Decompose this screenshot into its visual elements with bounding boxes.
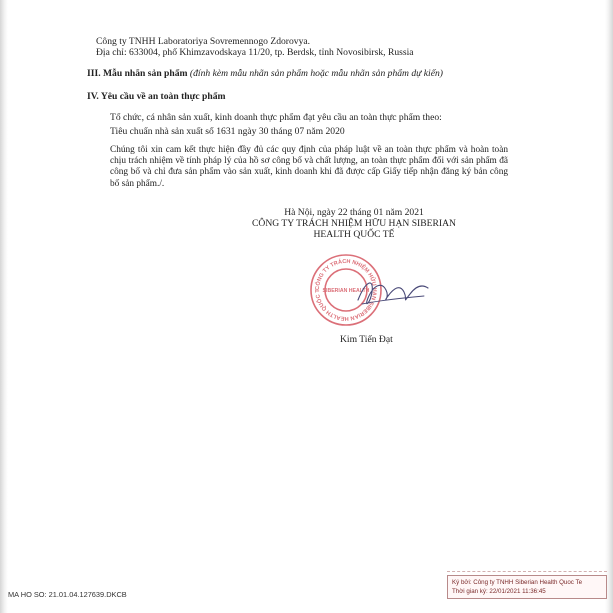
stamp-ring-text: CÔNG TY TRÁCH NHIỆM HỮU HẠN SIBERIAN HEALTH QUỐC T [314, 258, 378, 322]
page-edge-right [605, 0, 613, 613]
signature-info-divider [447, 571, 607, 572]
stamp-center-text: SIBERIAN HEALTH [322, 288, 370, 294]
record-number: MA HO SO: 21.01.04.127639.DKCB [8, 590, 127, 599]
digital-signature-signer: Ký bởi: Công ty TNHH Siberian Health Quoc Te [452, 579, 583, 586]
company-address-line: Địa chỉ: 633004, phố Khimzavodskaya 11/20, tp. Berdsk, tỉnh Novosibirsk, Russia [96, 47, 414, 58]
signature-company-line-1: CÔNG TY TRÁCH NHIỆM HỮU HẠN SIBERIAN [252, 218, 456, 229]
page-edge-left [0, 0, 8, 613]
signature-date: Hà Nội, ngày 22 tháng 01 năm 2021 [284, 207, 424, 218]
handwritten-signature [352, 270, 432, 318]
section-4-line-2: Tiêu chuẩn nhà sản xuất số 1631 ngày 30 tháng 07 năm 2020 [110, 126, 345, 137]
section-3-heading [87, 68, 443, 79]
digital-signature-time: Thời gian ký: 22/01/2021 11:36:45 [452, 588, 546, 595]
digital-signature-box [447, 575, 607, 599]
section-3-title: III. Mẫu nhãn sản phẩm [87, 68, 188, 79]
signer-name: Kim Tiến Đạt [340, 334, 393, 345]
commitment-paragraph: Chúng tôi xin cam kết thực hiện đầy đủ các quy định của pháp luật về an toàn thực phẩm và hoàn toàn chịu trách nhiệm về tính pháp lý của hồ sơ công bố và chất lượng, an toàn thực phẩm đối với sản phẩm đã công bố và chỉ đưa sản phẩm vào sản xuất, kinh doanh khi đã được cấp Giấy tiếp nhận đăng ký bản công bố sản phẩm./. [110, 145, 508, 189]
section-4-line-1: Tổ chức, cá nhân sản xuất, kinh doanh thực phẩm đạt yêu cầu an toàn thực phẩm theo: [110, 112, 442, 123]
company-name-line: Công ty TNHH Laboratoriya Sovremennogo Zdorovya. [96, 36, 311, 47]
section-4-heading: IV. Yêu cầu về an toàn thực phẩm [87, 91, 226, 102]
section-3-note: (đính kèm mẫu nhãn sản phẩm hoặc mẫu nhãn sản phẩm dự kiến) [189, 68, 443, 79]
signature-company-line-2: HEALTH QUỐC TẾ [313, 229, 395, 240]
